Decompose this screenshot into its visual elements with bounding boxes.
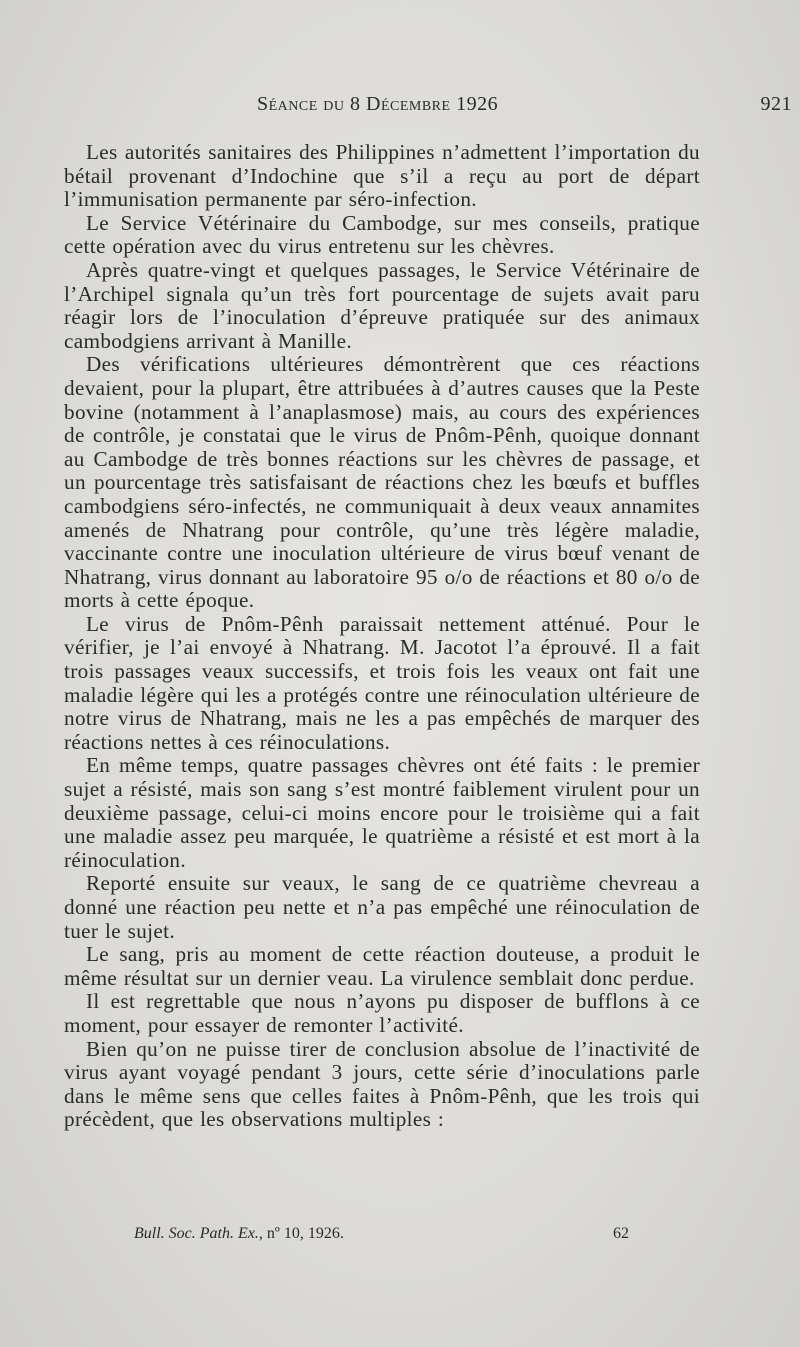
- bulletin-journal: Bull. Soc. Path. Ex.,: [134, 1225, 263, 1242]
- bulletin-reference: [134, 1225, 344, 1243]
- bulletin-issue: nº 10, 1926.: [266, 1225, 344, 1242]
- page-number: 921: [760, 93, 792, 115]
- paragraph: Bien qu’on ne puisse tirer de conclusion absolue de l’inactivité de virus ayant voyagé pendant 3 jours, cette série d’inoculations parle dans le même sens que celles faites à Pnôm-Pênh, que les trois qui précèdent, que les observations multiples :: [64, 1036, 700, 1132]
- paragraph: Reporté ensuite sur veaux, le sang de ce quatrième chevreau a donné une réaction peu nette et n’a pas empêché une réinoculation de tuer le sujet.: [64, 871, 700, 943]
- paragraph: Le Service Vétérinaire du Cambodge, sur mes conseils, pratique cette opération avec du virus entretenu sur les chèvres.: [64, 210, 700, 259]
- signature-mark: 62: [613, 1225, 629, 1242]
- body-text: [64, 141, 700, 1132]
- paragraph: Après quatre-vingt et quelques passages, le Service Vétérinaire de l’Archipel signala qu’un très fort pourcentage de sujets avait paru réagir lors de l’inoculation d’épreuve pratiquée sur des animaux cambodgiens arrivant à Manille.: [64, 257, 700, 353]
- paragraph: Le virus de Pnôm-Pênh paraissait nettement atténué. Pour le vérifier, je l’ai envoyé à Nhatrang. M. Jacotot l’a éprouvé. Il a fait trois passages veaux successifs, et trois fois les veaux ont fait une maladie légère qui les a protégés contre une réinoculation ultérieure de notre virus de Nhatrang, mais ne les a pas empêchés de marquer des réactions nettes à ces réinoculations.: [64, 611, 700, 754]
- paragraph: Des vérifications ultérieures démontrèrent que ces réactions devaient, pour la plupart, être attribuées à d’autres causes que la Peste bovine (notamment à l’anaplasmose) mais, au cours des expériences de contrôle, je constatai que le virus de Pnôm-Pênh, quoique donnant au Cambodge de très bonnes réactions sur les chèvres de passage, et un pourcentage très satisfaisant de réactions chez les bœufs et buffles cambodgiens séro-infectés, ne communiquait à deux veaux annamites amenés de Nhatrang pour contrôle, qu’une très légère maladie, vaccinante contre une inoculation ultérieure de virus bœuf venant de Nhatrang, virus donnant au laboratoire 95 o/o de réactions et 80 o/o de morts à cette époque.: [64, 352, 700, 613]
- header-title: Séance du 8 Décembre 1926: [257, 93, 499, 115]
- paragraph: Il est regrettable que nous n’ayons pu disposer de bufflons à ce moment, pour essayer de remonter l’activité.: [64, 989, 700, 1037]
- paragraph: Le sang, pris au moment de cette réaction douteuse, a produit le même résultat sur un dernier veau. La virulence semblait donc perdue.: [64, 942, 700, 990]
- paragraph: En même temps, quatre passages chèvres ont été faits : le premier sujet a résisté, mais son sang s’est montré faiblement virulent pour un deuxième passage, celui-ci moins encore pour le troisième qui a fait une maladie assez peu marquée, le quatrième a résisté et est mort à la réinoculation.: [64, 753, 700, 872]
- running-header: [257, 93, 792, 123]
- paragraph: Les autorités sanitaires des Philippines n’admettent l’importation du bétail provenant d’Indochine que s’il a reçu au port de départ l’immunisation permanente par séro-infection.: [64, 140, 700, 212]
- page-footer: [134, 1225, 629, 1249]
